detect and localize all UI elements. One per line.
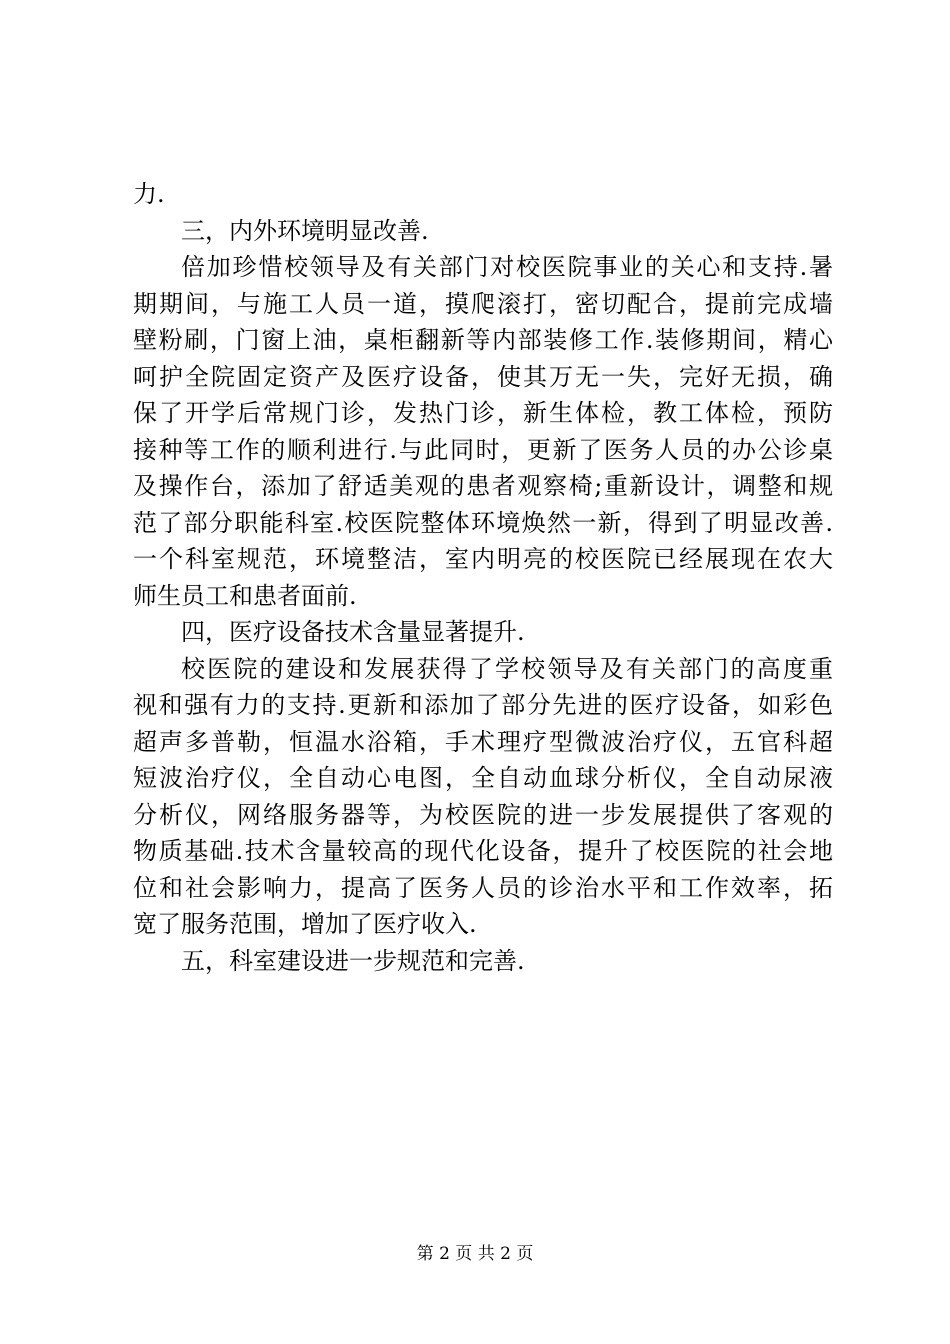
- body-line: 四，医疗设备技术含量显著提升.: [181, 618, 525, 646]
- page-number-label: 第 2 页 共 2 页: [416, 1244, 534, 1264]
- body-line: 力.: [133, 180, 165, 208]
- body-line: 接种等工作的顺利进行.与此同时，更新了医务人员的办公诊桌: [133, 435, 833, 464]
- body-line: 三，内外环境明显改善.: [181, 216, 429, 245]
- document-body: [133, 176, 833, 979]
- body-line: 位和社会影响力，提高了医务人员的诊治水平和工作效率，拓: [133, 873, 833, 902]
- body-line: 一个科室规范，环境整洁，室内明亮的校医院已经展现在农大: [133, 545, 833, 573]
- body-line: 短波治疗仪，全自动心电图，全自动血球分析仪，全自动尿液: [133, 764, 833, 792]
- body-line: 师生员工和患者面前.: [133, 581, 357, 610]
- body-line: 五，科室建设进一步规范和完善.: [181, 946, 525, 975]
- body-line: 范了部分职能科室.校医院整体环境焕然一新，得到了明显改善.: [133, 508, 833, 537]
- body-line: 期期间，与施工人员一道，摸爬滚打，密切配合，提前完成墙: [133, 289, 833, 318]
- body-line: 宽了服务范围，增加了医疗收入.: [133, 910, 477, 938]
- body-line: 校医院的建设和发展获得了学校领导及有关部门的高度重: [181, 654, 833, 683]
- body-line: 倍加珍惜校领导及有关部门对校医院事业的关心和支持.暑: [181, 253, 833, 281]
- body-line: 超声多普勒，恒温水浴箱，手术理疗型微波治疗仪，五官科超: [133, 727, 833, 756]
- body-line: 视和强有力的支持.更新和添加了部分先进的医疗设备，如彩色: [133, 691, 833, 719]
- body-line: 壁粉刷，门窗上油，桌柜翻新等内部装修工作.装修期间，精心: [133, 326, 833, 354]
- body-line: 物质基础.技术含量较高的现代化设备，提升了校医院的社会地: [133, 837, 833, 865]
- body-line: 分析仪，网络服务器等，为校医院的进一步发展提供了客观的: [133, 800, 833, 829]
- page-footer: [0, 1243, 950, 1265]
- body-line: 保了开学后常规门诊，发热门诊，新生体检，教工体检，预防: [133, 399, 833, 427]
- body-line: 呵护全院固定资产及医疗设备，使其万无一失，完好无损，确: [133, 362, 833, 391]
- body-line: 及操作台，添加了舒适美观的患者观察椅;重新设计，调整和规: [133, 472, 833, 500]
